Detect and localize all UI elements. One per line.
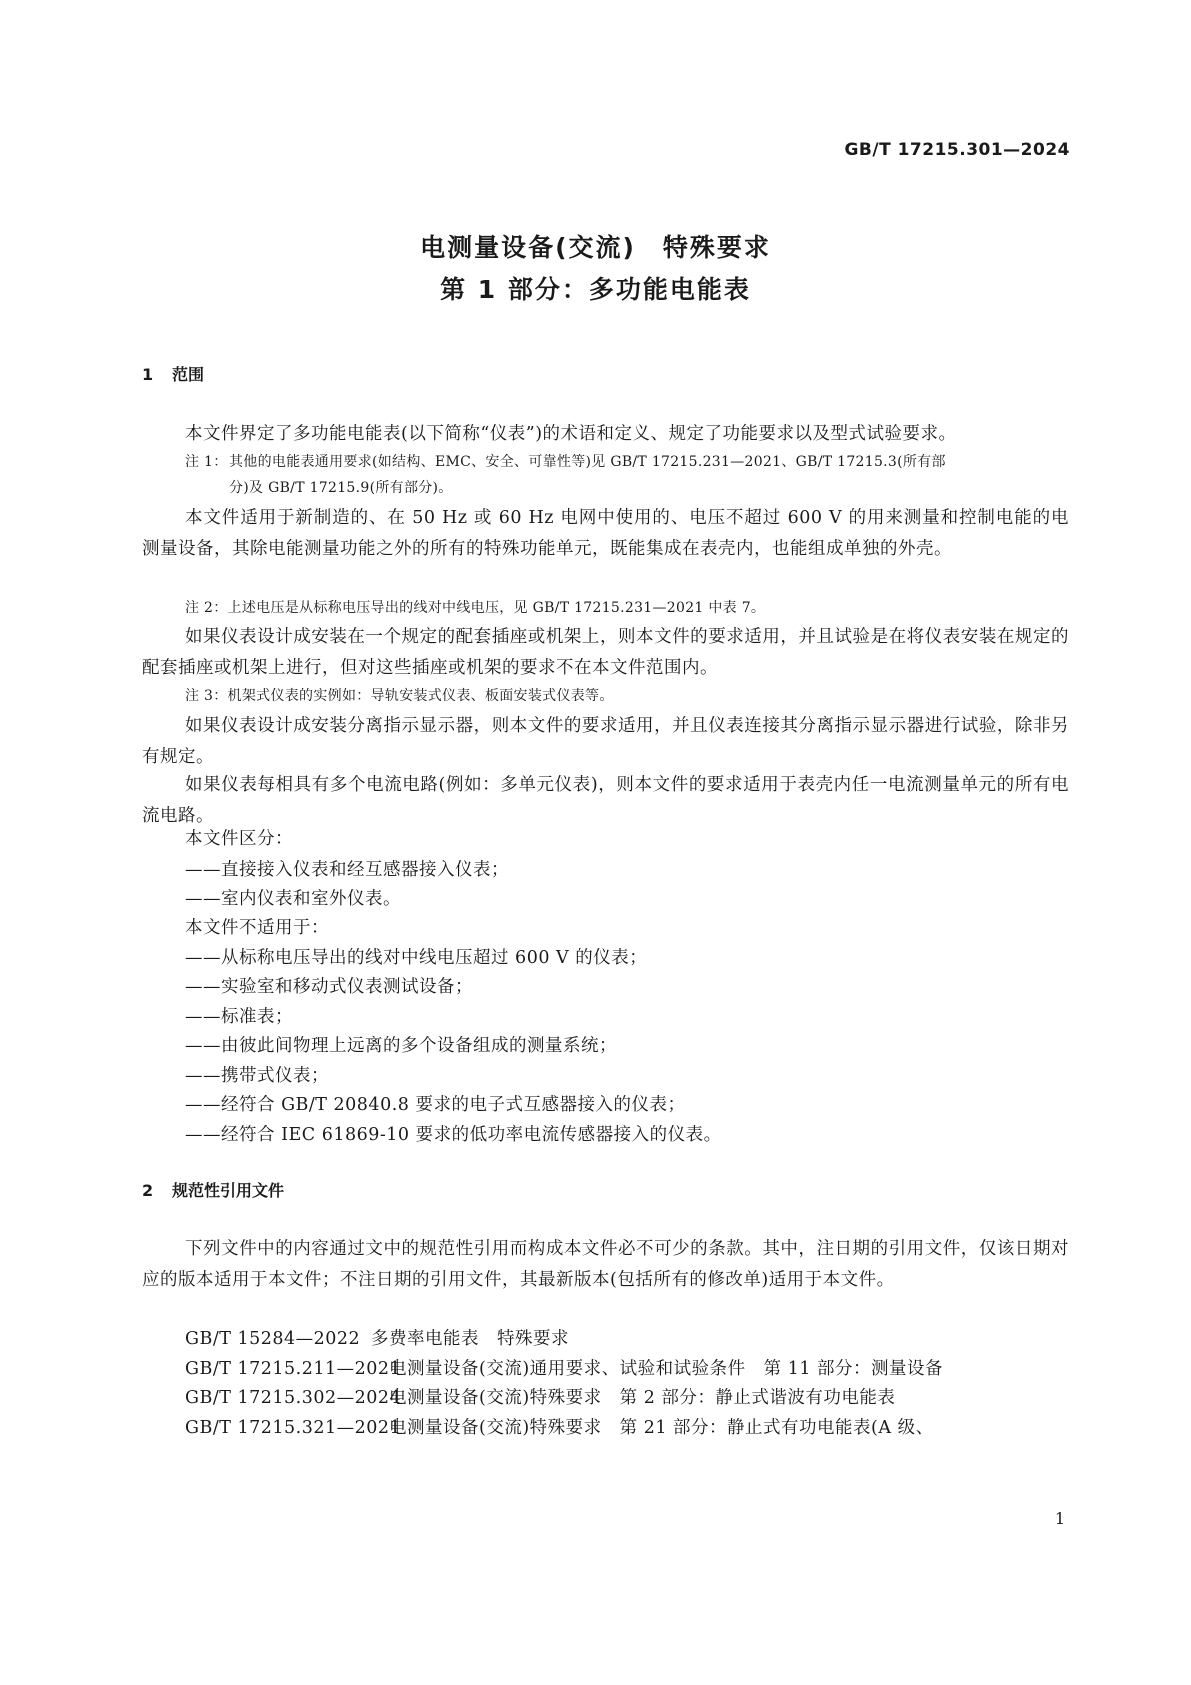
note-2: 注 2：上述电压是从标称电压导出的线对中线电压，见 GB/T 17215.231—2021 中表 7。 — [185, 600, 766, 616]
not-apply-item: ——标准表； — [185, 1007, 293, 1027]
not-apply-item: ——从标称电压导出的线对中线电压超过 600 V 的仪表； — [185, 948, 648, 968]
distinguish-item: ——直接接入仪表和经互感器接入仪表； — [185, 860, 509, 880]
distinguish-item: ——室内仪表和室外仪表。 — [185, 889, 401, 909]
reference-title: 电测量设备(交流)通用要求、试验和试验条件 第 11 部分：测量设备 — [389, 1359, 944, 1379]
not-apply-item: ——经符合 IEC 61869-10 要求的低功率电流传感器接入的仪表。 — [185, 1125, 722, 1145]
section-2-number: 2 — [142, 1181, 154, 1200]
reference-title: 多费率电能表 特殊要求 — [371, 1329, 569, 1349]
section-2-heading — [142, 1178, 284, 1201]
reference-code: GB/T 17215.321—2021 — [185, 1418, 402, 1438]
note-1-continuation: 分)及 GB/T 17215.9(所有部分)。 — [229, 480, 453, 496]
not-apply-item: ——携带式仪表； — [185, 1066, 329, 1086]
document-title-line-2: 第 1 部分：多功能电能表 — [440, 275, 751, 304]
page-number: 1 — [1054, 1509, 1065, 1528]
scope-paragraph-1: 本文件界定了多功能电能表(以下简称“仪表”)的术语和定义、规定了功能要求以及型式试验要求。 — [185, 424, 957, 444]
scope-paragraph-3: 如果仪表设计成安装在一个规定的配套插座或机架上，则本文件的要求适用，并且试验是在将仪表安装在规定的配套插座或机架上进行，但对这些插座或机架的要求不在本文件范围内。 — [142, 627, 1069, 678]
section-1-heading — [142, 362, 204, 385]
document-title-line-1: 电测量设备(交流) 特殊要求 — [420, 233, 771, 262]
distinguish-intro: 本文件区分： — [185, 829, 293, 849]
reference-title: 电测量设备(交流)特殊要求 第 21 部分：静止式有功电能表(A 级、 — [389, 1418, 934, 1438]
scope-paragraph-2: 本文件适用于新制造的、在 50 Hz 或 60 Hz 电网中使用的、电压不超过 600 V 的用来测量和控制电能的电测量设备，其除电能测量功能之外的所有的特殊功能单元，既能集成在表壳内，也能组成单独的外壳。 — [142, 508, 1069, 559]
scope-paragraph-5: 如果仪表每相具有多个电流电路(例如：多单元仪表)，则本文件的要求适用于表壳内任一电流测量单元的所有电流电路。 — [142, 775, 1069, 826]
not-apply-intro: 本文件不适用于： — [185, 918, 329, 938]
references-paragraph: 下列文件中的内容通过文中的规范性引用而构成本文件必不可少的条款。其中，注日期的引用文件，仅该日期对应的版本适用于本文件；不注日期的引用文件，其最新版本(包括所有的修改单)适用于本文件。 — [142, 1239, 1069, 1290]
reference-code: GB/T 17215.302—2024 — [185, 1388, 402, 1408]
note-3: 注 3：机架式仪表的实例如：导轨安装式仪表、板面安装式仪表等。 — [185, 688, 614, 704]
section-2-title: 规范性引用文件 — [172, 1181, 285, 1200]
scope-paragraph-4: 如果仪表设计成安装分离指示显示器，则本文件的要求适用，并且仪表连接其分离指示显示器进行试验，除非另有规定。 — [142, 716, 1069, 767]
reference-item — [185, 1325, 569, 1350]
not-apply-item: ——实验室和移动式仪表测试设备； — [185, 977, 473, 997]
note-1-label: 注 1： — [185, 454, 228, 470]
note-1 — [185, 449, 1069, 475]
reference-item — [185, 1414, 934, 1439]
not-apply-item: ——经符合 GB/T 20840.8 要求的电子式互感器接入的仪表； — [185, 1095, 686, 1115]
section-1-title: 范围 — [172, 365, 205, 384]
section-1-number: 1 — [142, 365, 154, 384]
not-apply-item: ——由彼此间物理上远离的多个设备组成的测量系统； — [185, 1036, 617, 1056]
reference-code: GB/T 17215.211—2021 — [185, 1359, 402, 1379]
reference-item — [185, 1355, 943, 1380]
reference-code: GB/T 15284—2022 — [185, 1329, 361, 1349]
reference-item — [185, 1384, 895, 1409]
reference-title: 电测量设备(交流)特殊要求 第 2 部分：静止式谐波有功电能表 — [389, 1388, 896, 1408]
note-1-line-1: 其他的电能表通用要求(如结构、EMC、安全、可靠性等)见 GB/T 17215.231—2021、GB/T 17215.3(所有部 — [229, 454, 946, 470]
document-number: GB/T 17215.301—2024 — [844, 140, 1070, 160]
